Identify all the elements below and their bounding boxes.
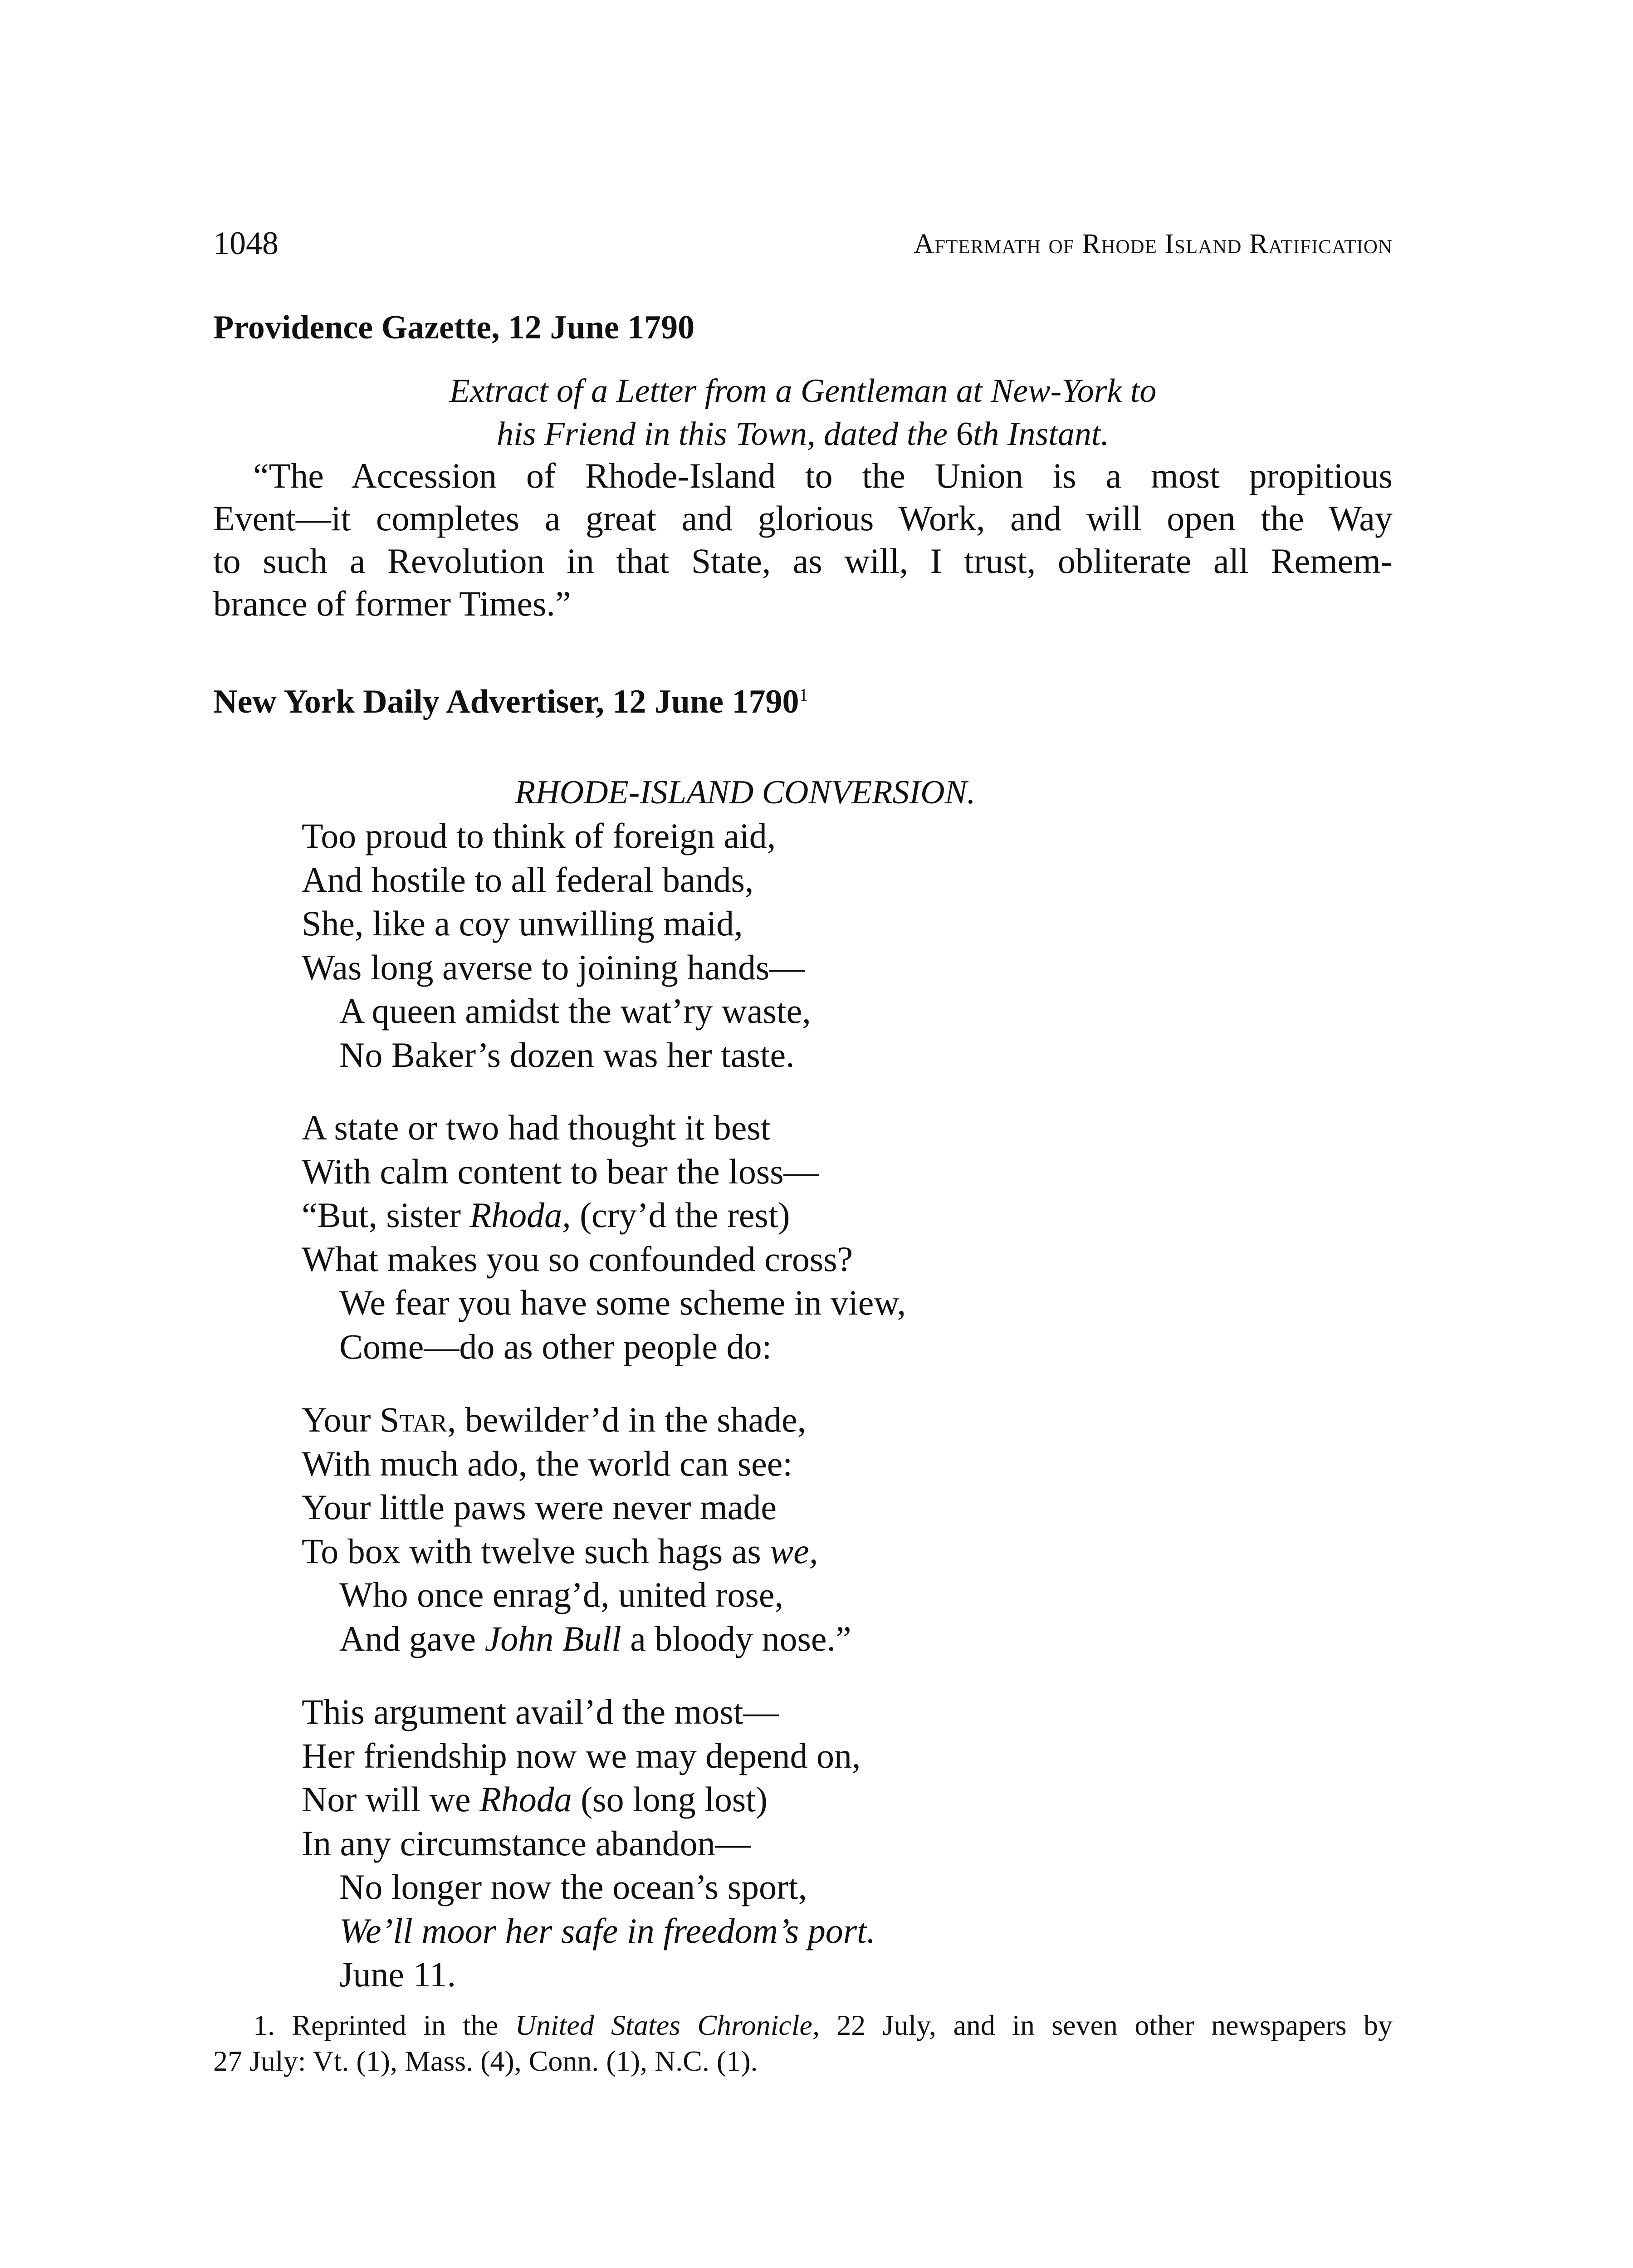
letter-text [213, 455, 1393, 625]
section-heading-daily-advertiser: New York Daily Advertiser, 12 June 1790$^1$ [213, 683, 808, 720]
paragraph-line: to such a Revolution in that State, as will, I trust, obliterate all Remem- [213, 541, 1393, 581]
verse-line: She, like a coy unwilling maid, [302, 904, 743, 943]
running-head [213, 225, 1393, 261]
footnote-marker: 1 [799, 684, 808, 705]
section-heading-providence-gazette: Providence Gazette, 12 June 1790 [213, 309, 695, 346]
verse-line: Was long averse to joining hands— [302, 947, 805, 987]
stanza-4 [302, 1690, 875, 1997]
verse-line: In any circumstance abandon— [302, 1823, 751, 1863]
page-number: 1048 [213, 225, 279, 261]
intro-line: his Friend in this Town, dated the 6th Instant. [497, 415, 1109, 453]
verse-line: Your little paws were never made [302, 1487, 777, 1527]
letter-intro [213, 370, 1393, 456]
verse-line: And gave John Bull a bloody nose.” [339, 1618, 851, 1658]
verse-line: Nor will we Rhoda (so long lost) [302, 1779, 768, 1819]
verse-line: With calm content to bear the loss— [302, 1151, 819, 1191]
footnote-line: 27 July: Vt. (1), Mass. (4), Conn. (1), N.C. (1). [213, 2045, 758, 2077]
verse-line: This argument avail’d the most— [302, 1692, 779, 1731]
verse-line: Come—do as other people do: [339, 1326, 772, 1366]
verse-line: “But, sister Rhoda, (cry’d the rest) [302, 1195, 790, 1235]
poem-title: RHODE-ISLAND CONVERSION. [515, 774, 976, 811]
paragraph-line: Event—it completes a great and glorious Work, and will open the Way [213, 499, 1393, 538]
verse-line: Her friendship now we may depend on, [302, 1735, 861, 1775]
verse-line: Your Star, bewilder’d in the shade, [302, 1400, 807, 1439]
stanza-2 [302, 1106, 906, 1369]
paragraph-line: “The Accession of Rhode-Island to the Union is a most propitious [253, 456, 1393, 495]
verse-line: And hostile to all federal bands, [302, 860, 754, 899]
verse-line: A state or two had thought it best [302, 1108, 771, 1147]
paragraph-line: brance of former Times.” [213, 584, 571, 623]
verse-line: A queen amidst the wat’ry waste, [339, 991, 811, 1031]
stanza-1 [302, 814, 811, 1077]
footnote [213, 2007, 1393, 2079]
verse-line: With much ado, the world can see: [302, 1443, 793, 1483]
verse-line: Too proud to think of foreign aid, [302, 816, 776, 855]
verse-line: No longer now the ocean’s sport, [339, 1867, 807, 1906]
dateline: June 11. [339, 1955, 456, 1994]
verse-line: What makes you so confounded cross? [302, 1239, 853, 1279]
verse-line: We fear you have some scheme in view, [339, 1283, 906, 1322]
verse-line: No Baker’s dozen was her taste. [339, 1035, 795, 1075]
running-title: Aftermath of Rhode Island Ratification [914, 229, 1393, 259]
intro-line: Extract of a Letter from a Gentleman at New-York to [449, 372, 1157, 410]
verse-line: We’ll moor her safe in freedom’s port. [339, 1911, 876, 1950]
stanza-3 [302, 1398, 851, 1661]
footnote-line: 1. Reprinted in the United States Chronicle, 22 July, and in seven other newspapers by [253, 2009, 1393, 2041]
verse-line: To box with twelve such hags as we, [302, 1531, 818, 1571]
verse-line: Who once enrag’d, united rose, [339, 1575, 783, 1614]
